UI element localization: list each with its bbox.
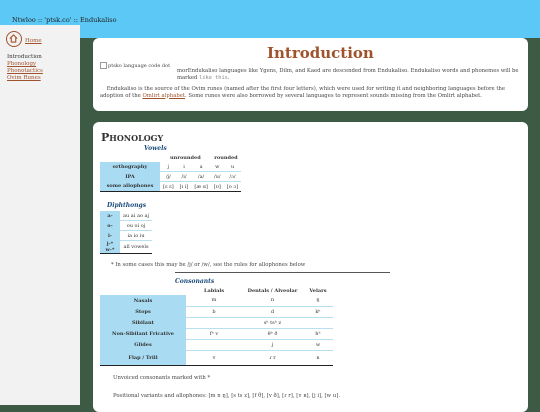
sidebar — [0, 25, 80, 405]
table-cell: [æ ɑ] — [191, 182, 210, 192]
table-row — [100, 162, 241, 172]
table-cell: w — [303, 339, 333, 350]
table-cell: au ai ao aj — [120, 211, 152, 221]
top-bar — [0, 0, 540, 38]
intro-card — [93, 38, 528, 111]
column-header: Dentals / Alveolar — [247, 287, 298, 294]
table-cell: θʰ ð — [242, 328, 303, 339]
sidebar-item-phonology[interactable]: Phonology — [7, 61, 37, 67]
table-row — [100, 221, 152, 231]
diphthongs-table — [100, 211, 152, 254]
intro-paragraph-1 — [177, 68, 522, 81]
table-cell: [o ɔ] — [224, 182, 241, 192]
home-icon[interactable] — [6, 31, 22, 47]
intro-text: morEndukaliso languages like Ygens, Dilm, and Kaed are descended from Endukaliso. Endukaliso words and phonemes will be marked — [177, 68, 519, 81]
sidebar-item-ovim-runes[interactable]: Ovim Runes — [7, 75, 41, 81]
row-header: j-* w-* — [100, 241, 120, 254]
example-markup: like this — [199, 74, 228, 81]
table-cell: u — [224, 162, 241, 172]
sidebar-nav — [7, 54, 43, 82]
omlirt-link[interactable]: Omlirt alphabet — [142, 92, 186, 99]
table-cell: ŋ — [303, 295, 333, 306]
table-row — [100, 231, 152, 241]
divider — [175, 272, 390, 273]
sidebar-item-introduction: Introduction — [7, 54, 42, 60]
column-header: Velars — [309, 287, 327, 294]
table-cell: j — [242, 339, 303, 350]
table-cell: b — [186, 306, 242, 317]
table-row — [100, 241, 152, 254]
table-cell: /i/ — [177, 172, 192, 182]
row-header: Nasals — [100, 295, 186, 306]
row-header: IPA — [100, 172, 160, 182]
intro-paragraph-2 — [100, 86, 522, 99]
table-cell: ia io iu — [120, 231, 152, 241]
table-cell: hʰ — [303, 328, 333, 339]
vowels-caption: Vowels — [144, 145, 167, 152]
table-row — [100, 339, 333, 350]
table-row — [100, 182, 241, 192]
table-cell: /u/ — [211, 172, 224, 182]
diphthong-note: * In some cases this may be /j/ or /w/, see the rules for allophones below — [111, 262, 306, 268]
consonants-caption: Consonants — [175, 278, 215, 285]
intro-text-end: . Some runes were also borrowed by several languages to represent sounds missing from the Omlirt alphabet. — [185, 92, 482, 99]
intro-text-end: . — [227, 74, 230, 81]
table-cell: ʀ — [303, 350, 333, 366]
table-row — [100, 295, 333, 306]
row-header: Glides — [100, 339, 186, 350]
table-cell: ɾ r — [242, 350, 303, 366]
table-cell: [ɛ ɛ] — [160, 182, 177, 192]
table-cell: i — [177, 162, 192, 172]
table-row — [100, 172, 241, 182]
row-header: orthography — [100, 162, 160, 172]
table-row — [100, 328, 333, 339]
positional-note: Positional variants and allophones: [m n ŋ], [s ts z], [f θ], [v ð], [ɾ r], [ʏ ʀ], [j i], [w u]. — [113, 393, 340, 399]
group-header: rounded — [214, 154, 238, 161]
table-cell — [186, 339, 242, 350]
table-cell: n — [242, 295, 303, 306]
table-cell: fʰ v — [186, 328, 242, 339]
intro-text: Endukaliso is the source of the Ovim runes (named after the first four letters), which were used for writing it and neighboring languages before the adoption of the — [100, 86, 506, 99]
group-header: unrounded — [170, 154, 201, 161]
table-cell: sʰ tsʰ z — [242, 317, 303, 328]
intro-title: Introduction — [267, 44, 374, 62]
row-header: Non-Sibilant Fricative — [100, 328, 186, 339]
vowels-table — [100, 153, 241, 192]
row-header: Sibilant — [100, 317, 186, 328]
broken-image — [100, 62, 170, 69]
broken-image-icon — [100, 62, 107, 69]
consonants-table — [100, 286, 333, 366]
row-header: o- — [100, 221, 120, 231]
row-header: Stops — [100, 306, 186, 317]
table-cell: [ʊ] — [211, 182, 224, 192]
row-header: a- — [100, 211, 120, 221]
table-cell: all vowels — [120, 241, 152, 254]
logo-alt-text: ptsko language code dot — [108, 63, 171, 69]
column-header: Labials — [203, 287, 225, 294]
home-link[interactable]: Home — [25, 38, 42, 44]
breadcrumb: Ntwloo :: 'ptsk.co' :: Endukaliso — [12, 16, 117, 24]
table-cell: d — [242, 306, 303, 317]
table-cell: kʰ — [303, 306, 333, 317]
table-row — [100, 306, 333, 317]
table-row — [100, 211, 152, 221]
row-header: Flap / Trill — [100, 350, 186, 366]
table-cell: /a/ — [191, 172, 210, 182]
phonology-title: Phonology — [101, 131, 164, 144]
table-cell: ʏ — [186, 350, 242, 366]
table-cell — [186, 317, 242, 328]
table-cell: m — [186, 295, 242, 306]
table-cell: /j/ — [160, 172, 177, 182]
table-cell: ou oi oj — [120, 221, 152, 231]
row-header: i- — [100, 231, 120, 241]
table-cell: [ɪ i] — [177, 182, 192, 192]
phonology-card — [93, 122, 528, 412]
sidebar-item-phonotactics[interactable]: Phonotactics — [7, 68, 43, 74]
diphthongs-caption: Diphthongs — [107, 202, 147, 209]
table-cell: /ɔ/ — [224, 172, 241, 182]
row-header: some allophones — [100, 182, 160, 192]
table-cell: w — [211, 162, 224, 172]
table-cell: j — [160, 162, 177, 172]
table-row — [100, 350, 333, 366]
unvoiced-note: Unvoiced consonants marked with * — [113, 375, 211, 381]
table-row — [100, 317, 333, 328]
table-cell: a — [191, 162, 210, 172]
table-cell — [303, 317, 333, 328]
